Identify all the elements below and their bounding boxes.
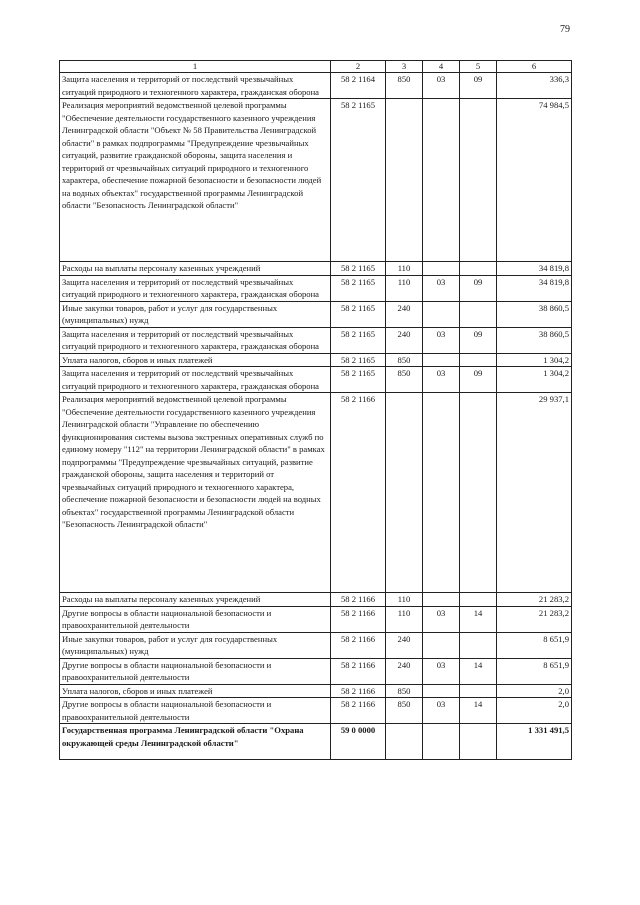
row-amount: 38 860,5 [497, 301, 572, 327]
header-col-2: 2 [331, 61, 386, 73]
row-vr: 110 [386, 606, 423, 632]
table-row [60, 593, 572, 607]
table-row [60, 301, 572, 327]
header-col-5: 5 [460, 61, 497, 73]
header-col-4: 4 [423, 61, 460, 73]
row-code: 58 2 1165 [331, 353, 386, 367]
row-rz: 03 [423, 367, 460, 393]
table-row [60, 658, 572, 684]
row-name: Уплата налогов, сборов и иных платежей [60, 353, 331, 367]
header-col-6: 6 [497, 61, 572, 73]
row-amount: 1 304,2 [497, 367, 572, 393]
row-amount: 29 937,1 [497, 393, 572, 593]
row-vr [386, 393, 423, 593]
row-vr: 110 [386, 593, 423, 607]
table-row [60, 698, 572, 724]
row-code: 58 2 1165 [331, 327, 386, 353]
row-rz [423, 99, 460, 262]
row-code: 58 2 1165 [331, 301, 386, 327]
row-name: Другие вопросы в области национальной безопасности и правоохранительной деятельности [60, 698, 331, 724]
row-rz [423, 262, 460, 276]
row-rz [423, 632, 460, 658]
row-name: Расходы на выплаты персоналу казенных учреждений [60, 262, 331, 276]
row-rz [423, 301, 460, 327]
row-code: 58 2 1166 [331, 393, 386, 593]
row-name: Реализация мероприятий ведомственной целевой программы "Обеспечение деятельности государственного казенного учреждения Ленинградской области "Управление по обеспечению функционирования системы вызова экстренных оперативных служб по единому номеру "112" на территории Ленинградской области" в рамках подпрограммы "Предупреждение чрезвычайных ситуаций, развитие гражданской обороны, защита населения и территорий от чрезвычайных ситуаций природного и техногенного характера, обеспечение пожарной безопасности и безопасности людей на водных объектах" государственной программы Ленинградской области "Безопасность Ленинградской области" [60, 393, 331, 593]
row-amount: 21 283,2 [497, 593, 572, 607]
row-code: 58 2 1166 [331, 606, 386, 632]
row-vr [386, 99, 423, 262]
table-row [60, 367, 572, 393]
row-vr [386, 724, 423, 760]
row-name: Реализация мероприятий ведомственной целевой программы "Обеспечение деятельности государственного казенного учреждения Ленинградской области "Объект № 58 Правительства Ленинградской области" в рамках подпрограммы "Предупреждение чрезвычайных ситуаций, развитие гражданской обороны, защита населения и территорий от чрезвычайных ситуаций природного и техногенного характера, обеспечение пожарной безопасности и безопасности людей на водных объектах" государственной программы Ленинградской области "Безопасность Ленинградской области" [60, 99, 331, 262]
budget-table [59, 60, 572, 760]
row-pr: 09 [460, 367, 497, 393]
row-name: Государственная программа Ленинградской области "Охрана окружающей среды Ленинградской области" [60, 724, 331, 760]
row-pr [460, 593, 497, 607]
row-amount: 38 860,5 [497, 327, 572, 353]
row-rz: 03 [423, 606, 460, 632]
header-col-3: 3 [386, 61, 423, 73]
table-row [60, 684, 572, 698]
row-code: 58 2 1165 [331, 262, 386, 276]
row-name: Расходы на выплаты персоналу казенных учреждений [60, 593, 331, 607]
row-name: Защита населения и территорий от последствий чрезвычайных ситуаций природного и техногенного характера, гражданская оборона [60, 73, 331, 99]
row-code: 58 2 1166 [331, 698, 386, 724]
table-row [60, 99, 572, 262]
row-vr: 240 [386, 632, 423, 658]
row-code: 58 2 1165 [331, 99, 386, 262]
table-row [60, 393, 572, 593]
table-row [60, 353, 572, 367]
row-amount: 2,0 [497, 698, 572, 724]
row-vr: 240 [386, 658, 423, 684]
row-amount: 74 984,5 [497, 99, 572, 262]
row-vr: 850 [386, 684, 423, 698]
row-amount: 8 651,9 [497, 632, 572, 658]
page-number: 79 [560, 24, 570, 35]
row-pr [460, 632, 497, 658]
row-amount: 34 819,8 [497, 275, 572, 301]
row-pr: 09 [460, 327, 497, 353]
row-vr: 850 [386, 73, 423, 99]
row-amount: 21 283,2 [497, 606, 572, 632]
row-pr: 09 [460, 73, 497, 99]
header-col-1: 1 [60, 61, 331, 73]
row-rz: 03 [423, 73, 460, 99]
row-pr [460, 393, 497, 593]
row-code: 59 0 0000 [331, 724, 386, 760]
row-vr: 110 [386, 262, 423, 276]
row-name: Иные закупки товаров, работ и услуг для государственных (муниципальных) нужд [60, 632, 331, 658]
row-rz [423, 393, 460, 593]
row-name: Другие вопросы в области национальной безопасности и правоохранительной деятельности [60, 606, 331, 632]
row-code: 58 2 1165 [331, 367, 386, 393]
row-code: 58 2 1166 [331, 684, 386, 698]
row-pr: 14 [460, 698, 497, 724]
row-vr: 240 [386, 327, 423, 353]
row-pr: 14 [460, 606, 497, 632]
header-row [60, 61, 572, 73]
table-row [60, 73, 572, 99]
row-rz [423, 593, 460, 607]
row-pr [460, 99, 497, 262]
table-row [60, 262, 572, 276]
table-row [60, 275, 572, 301]
row-name: Другие вопросы в области национальной безопасности и правоохранительной деятельности [60, 658, 331, 684]
table-row [60, 632, 572, 658]
row-code: 58 2 1165 [331, 275, 386, 301]
row-rz [423, 724, 460, 760]
row-name: Защита населения и территорий от последствий чрезвычайных ситуаций природного и техногенного характера, гражданская оборона [60, 275, 331, 301]
row-vr: 850 [386, 353, 423, 367]
row-amount: 34 819,8 [497, 262, 572, 276]
row-code: 58 2 1166 [331, 593, 386, 607]
row-code: 58 2 1164 [331, 73, 386, 99]
row-rz [423, 684, 460, 698]
table-row-program-total [60, 724, 572, 760]
row-pr [460, 301, 497, 327]
row-name: Защита населения и территорий от последствий чрезвычайных ситуаций природного и техногенного характера, гражданская оборона [60, 367, 331, 393]
row-rz: 03 [423, 698, 460, 724]
row-pr: 09 [460, 275, 497, 301]
row-rz: 03 [423, 658, 460, 684]
row-pr: 14 [460, 658, 497, 684]
row-name: Иные закупки товаров, работ и услуг для государственных (муниципальных) нужд [60, 301, 331, 327]
row-vr: 850 [386, 367, 423, 393]
row-amount: 1 331 491,5 [497, 724, 572, 760]
row-name: Уплата налогов, сборов и иных платежей [60, 684, 331, 698]
row-code: 58 2 1166 [331, 658, 386, 684]
row-pr [460, 262, 497, 276]
row-amount: 2,0 [497, 684, 572, 698]
row-amount: 336,3 [497, 73, 572, 99]
row-rz [423, 353, 460, 367]
row-pr [460, 684, 497, 698]
row-amount: 8 651,9 [497, 658, 572, 684]
row-rz: 03 [423, 327, 460, 353]
table-row [60, 327, 572, 353]
row-vr: 110 [386, 275, 423, 301]
row-vr: 240 [386, 301, 423, 327]
row-pr [460, 724, 497, 760]
row-code: 58 2 1166 [331, 632, 386, 658]
row-vr: 850 [386, 698, 423, 724]
row-rz: 03 [423, 275, 460, 301]
table-row [60, 606, 572, 632]
row-name: Защита населения и территорий от последствий чрезвычайных ситуаций природного и техногенного характера, гражданская оборона [60, 327, 331, 353]
row-pr [460, 353, 497, 367]
row-amount: 1 304,2 [497, 353, 572, 367]
